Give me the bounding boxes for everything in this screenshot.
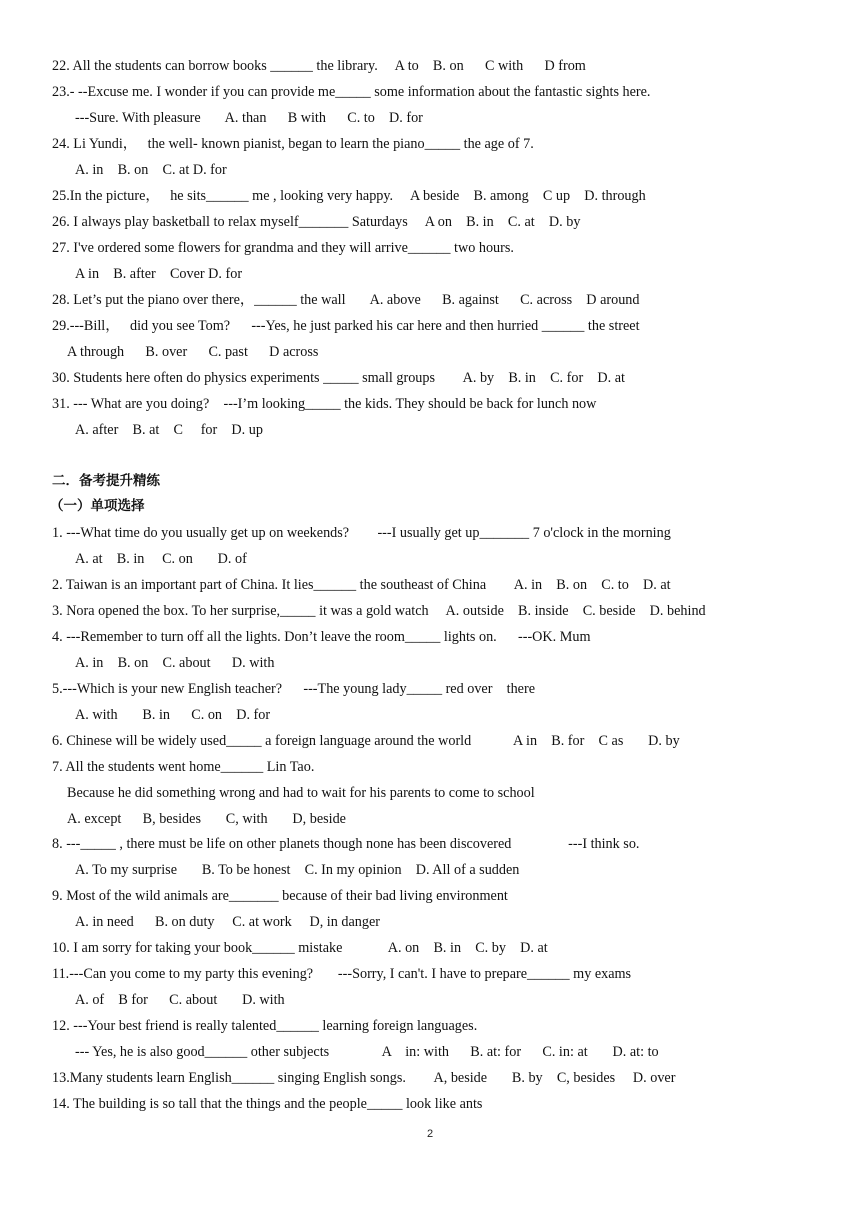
page-number: 2 <box>426 1128 434 1140</box>
question-5-options: A. with B. in C. on D. for <box>75 707 271 723</box>
question-11-options: A. of B for C. about D. with <box>75 992 285 1008</box>
question-10: 10. I am sorry for taking your book______ mistake A. on B. in C. by D. at <box>52 940 548 956</box>
question-7: 7. All the students went home______ Lin Tao. <box>52 759 315 775</box>
question-12: 12. ---Your best friend is really talented______ learning foreign languages. <box>52 1018 478 1034</box>
question-31-options: A. after B. at C for D. up <box>75 422 263 438</box>
section-heading: 二．备考提升精练 <box>52 473 160 489</box>
question-14: 14. The building is so tall that the things and the people_____ look like ants <box>52 1096 483 1112</box>
question-26: 26. I always play basketball to relax myself_______ Saturdays A on B. in C. at D. by <box>52 214 581 230</box>
question-31: 31. --- What are you doing? ---I’m looking_____ the kids. They should be back for lunch now <box>52 396 597 412</box>
question-12-options: --- Yes, he is also good______ other subjects A in: with B. at: for C. in: at D. at: to <box>75 1044 659 1060</box>
question-28: 28. Let’s put the piano over there，______ the wall A. above B. against C. across D around <box>52 292 640 308</box>
question-7-options: A. except B, besides C, with D, beside <box>67 811 346 827</box>
question-3: 3. Nora opened the box. To her surprise,_____ it was a gold watch A. outside B. inside C. beside D. behind <box>52 603 706 619</box>
question-30: 30. Students here often do physics experiments _____ small groups A. by B. in C. for D. at <box>52 370 625 386</box>
question-9-options: A. in need B. on duty C. at work D, in danger <box>75 914 380 930</box>
question-1-options: A. at B. in C. on D. of <box>75 551 247 567</box>
question-4-options: A. in B. on C. about D. with <box>75 655 275 671</box>
question-9: 9. Most of the wild animals are_______ because of their bad living environment <box>52 888 508 904</box>
question-1: 1. ---What time do you usually get up on weekends? ---I usually get up_______ 7 o'clock in the morning <box>52 525 671 541</box>
question-27: 27. I've ordered some flowers for grandma and they will arrive______ two hours. <box>52 240 514 256</box>
question-24-options: A. in B. on C. at D. for <box>75 162 227 178</box>
question-4: 4. ---Remember to turn off all the lights. Don’t leave the room_____ lights on. ---OK. Mum <box>52 629 591 645</box>
question-23-options: ---Sure. With pleasure A. than B with C. to D. for <box>75 110 423 126</box>
question-13: 13.Many students learn English______ singing English songs. A, beside B. by C, besides D. over <box>52 1070 676 1086</box>
question-6: 6. Chinese will be widely used_____ a foreign language around the world A in B. for C as D. by <box>52 733 680 749</box>
question-25: 25.In the picture， he sits______ me , looking very happy. A beside B. among C up D. through <box>52 188 646 204</box>
question-29: 29.---Bill， did you see Tom? ---Yes, he just parked his car here and then hurried ______ the street <box>52 318 640 334</box>
question-7-continuation: Because he did something wrong and had to wait for his parents to come to school <box>67 785 535 801</box>
question-8: 8. ---_____ , there must be life on other planets though none has been discovered ---I think so. <box>52 836 640 852</box>
question-23: 23.- --Excuse me. I wonder if you can provide me_____ some information about the fantastic sights here. <box>52 84 651 100</box>
question-2: 2. Taiwan is an important part of China. It lies______ the southeast of China A. in B. on C. to D. at <box>52 577 671 593</box>
question-8-options: A. To my surprise B. To be honest C. In my opinion D. All of a sudden <box>75 862 520 878</box>
question-11: 11.---Can you come to my party this evening? ---Sorry, I can't. I have to prepare______ my exams <box>52 966 632 982</box>
question-27-options: A in B. after Cover D. for <box>75 266 243 282</box>
question-24: 24. Li Yundi， the well- known pianist, began to learn the piano_____ the age of 7. <box>52 136 534 152</box>
question-5: 5.---Which is your new English teacher? ---The young lady_____ red over there <box>52 681 535 697</box>
question-22: 22. All the students can borrow books ______ the library. A to B. on C with D from <box>52 58 586 74</box>
subsection-heading: （一）单项选择 <box>50 498 145 514</box>
question-29-options: A through B. over C. past D across <box>67 344 319 360</box>
